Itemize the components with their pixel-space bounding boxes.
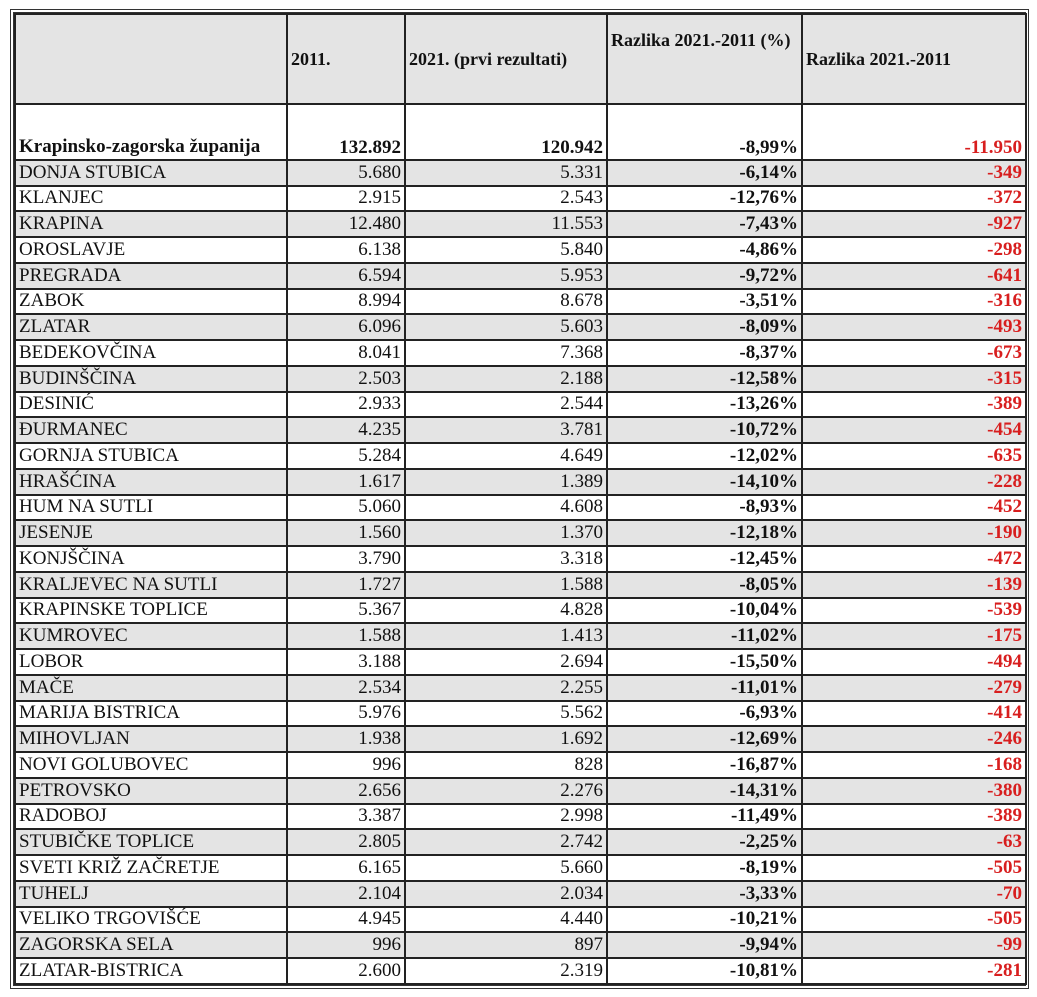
diff-percent: -8,09% [607,314,802,340]
diff-percent: -12,76% [607,186,802,212]
municipality-name: PETROVSKO [15,778,287,804]
table-row [15,881,1026,907]
diff-value: -246 [802,726,1026,752]
value-2011: 1.727 [287,572,405,598]
diff-value: -454 [802,417,1026,443]
diff-percent: -2,25% [607,829,802,855]
diff-value: -389 [802,804,1026,830]
value-2021: 2.694 [405,649,607,675]
value-2011: 2.656 [287,778,405,804]
value-2021: 2.543 [405,186,607,212]
value-2021: 897 [405,932,607,958]
table-row [15,778,1026,804]
value-2011: 2.503 [287,366,405,392]
county-diff: -11.950 [802,104,1026,160]
diff-percent: -3,33% [607,881,802,907]
county-diff-percent: -8,99% [607,104,802,160]
diff-value: -505 [802,855,1026,881]
table-row [15,366,1026,392]
municipality-name: KRAPINA [15,211,287,237]
municipality-name: RADOBOJ [15,804,287,830]
municipality-name: GORNJA STUBICA [15,443,287,469]
value-2021: 11.553 [405,211,607,237]
diff-value: -414 [802,701,1026,727]
diff-value: -63 [802,829,1026,855]
table-row [15,443,1026,469]
diff-value: -349 [802,160,1026,186]
diff-percent: -16,87% [607,752,802,778]
diff-percent: -14,10% [607,469,802,495]
table-frame [10,9,1029,989]
diff-percent: -9,72% [607,263,802,289]
table-frame-inner [13,12,1026,986]
county-2011: 132.892 [287,104,405,160]
diff-percent: -12,69% [607,726,802,752]
diff-value: -673 [802,340,1026,366]
municipality-name: NOVI GOLUBOVEC [15,752,287,778]
value-2011: 5.060 [287,495,405,521]
value-2011: 2.933 [287,392,405,418]
county-2021: 120.942 [405,104,607,160]
diff-percent: -10,21% [607,907,802,933]
value-2021: 2.742 [405,829,607,855]
value-2021: 5.660 [405,855,607,881]
diff-percent: -10,81% [607,958,802,984]
value-2021: 1.389 [405,469,607,495]
diff-value: -175 [802,623,1026,649]
municipality-name: ĐURMANEC [15,417,287,443]
value-2011: 6.165 [287,855,405,881]
diff-value: -641 [802,263,1026,289]
municipality-name: VELIKO TRGOVIŠĆE [15,907,287,933]
diff-percent: -11,01% [607,675,802,701]
diff-percent: -14,31% [607,778,802,804]
value-2021: 2.544 [405,392,607,418]
table-row [15,752,1026,778]
diff-percent: -10,04% [607,598,802,624]
value-2021: 8.678 [405,289,607,315]
value-2021: 4.649 [405,443,607,469]
diff-value: -190 [802,520,1026,546]
value-2021: 5.840 [405,237,607,263]
diff-value: -539 [802,598,1026,624]
table-row [15,623,1026,649]
diff-percent: -8,19% [607,855,802,881]
table-row [15,701,1026,727]
value-2021: 4.440 [405,907,607,933]
diff-percent: -12,02% [607,443,802,469]
table-row [15,314,1026,340]
value-2011: 2.600 [287,958,405,984]
value-2011: 3.387 [287,804,405,830]
municipality-name: MAČE [15,675,287,701]
header-2011: 2011. [287,14,405,104]
table-row [15,958,1026,984]
diff-value: -281 [802,958,1026,984]
municipality-name: ZLATAR-BISTRICA [15,958,287,984]
municipality-name: KUMROVEC [15,623,287,649]
value-2011: 1.588 [287,623,405,649]
municipality-name: OROSLAVJE [15,237,287,263]
header-row [15,14,1026,104]
municipality-name: TUHELJ [15,881,287,907]
municipality-name: MIHOVLJAN [15,726,287,752]
diff-value: -472 [802,546,1026,572]
header-2021: 2021. (prvi rezultati) [405,14,607,104]
value-2011: 1.560 [287,520,405,546]
value-2011: 2.534 [287,675,405,701]
table-row [15,289,1026,315]
municipality-name: KONJŠČINA [15,546,287,572]
value-2011: 5.367 [287,598,405,624]
diff-value: -298 [802,237,1026,263]
value-2011: 6.096 [287,314,405,340]
table-row [15,829,1026,855]
diff-value: -635 [802,443,1026,469]
table-row [15,417,1026,443]
value-2011: 996 [287,752,405,778]
county-total-row [15,104,1026,160]
value-2021: 2.255 [405,675,607,701]
diff-value: -452 [802,495,1026,521]
value-2011: 4.235 [287,417,405,443]
diff-value: -372 [802,186,1026,212]
value-2021: 1.692 [405,726,607,752]
value-2021: 3.781 [405,417,607,443]
municipality-name: BEDEKOVČINA [15,340,287,366]
value-2011: 996 [287,932,405,958]
table-row [15,186,1026,212]
table-row [15,546,1026,572]
diff-value: -494 [802,649,1026,675]
county-name: Krapinsko-zagorska županija [15,104,287,160]
municipality-name: SVETI KRIŽ ZAČRETJE [15,855,287,881]
table-row [15,160,1026,186]
diff-value: -493 [802,314,1026,340]
diff-value: -99 [802,932,1026,958]
diff-value: -315 [802,366,1026,392]
value-2011: 1.938 [287,726,405,752]
municipality-name: DONJA STUBICA [15,160,287,186]
value-2011: 6.594 [287,263,405,289]
value-2011: 3.188 [287,649,405,675]
value-2011: 3.790 [287,546,405,572]
municipality-name: HRAŠĆINA [15,469,287,495]
value-2021: 1.370 [405,520,607,546]
table-row [15,263,1026,289]
municipality-name: PREGRADA [15,263,287,289]
value-2011: 2.104 [287,881,405,907]
municipality-name: HUM NA SUTLI [15,495,287,521]
header-diff-percent: Razlika 2021.-2011 (%) [607,14,802,104]
diff-percent: -8,93% [607,495,802,521]
diff-value: -279 [802,675,1026,701]
value-2011: 4.945 [287,907,405,933]
value-2021: 4.608 [405,495,607,521]
diff-percent: -12,58% [607,366,802,392]
value-2021: 3.318 [405,546,607,572]
table-row [15,932,1026,958]
diff-percent: -12,18% [607,520,802,546]
diff-percent: -6,14% [607,160,802,186]
municipality-name: ZAGORSKA SELA [15,932,287,958]
diff-value: -380 [802,778,1026,804]
value-2021: 2.998 [405,804,607,830]
value-2021: 7.368 [405,340,607,366]
value-2011: 2.915 [287,186,405,212]
table-row [15,675,1026,701]
diff-value: -70 [802,881,1026,907]
header-municipality [15,14,287,104]
value-2011: 8.994 [287,289,405,315]
value-2011: 5.284 [287,443,405,469]
value-2021: 2.188 [405,366,607,392]
diff-percent: -9,94% [607,932,802,958]
value-2021: 1.413 [405,623,607,649]
table-row [15,495,1026,521]
value-2021: 5.331 [405,160,607,186]
table-row [15,237,1026,263]
table-row [15,572,1026,598]
diff-value: -505 [802,907,1026,933]
diff-percent: -3,51% [607,289,802,315]
value-2021: 2.034 [405,881,607,907]
municipality-name: BUDINŠČINA [15,366,287,392]
value-2011: 2.805 [287,829,405,855]
value-2021: 2.319 [405,958,607,984]
diff-value: -389 [802,392,1026,418]
table-row [15,598,1026,624]
municipality-name: KLANJEC [15,186,287,212]
diff-percent: -7,43% [607,211,802,237]
diff-value: -927 [802,211,1026,237]
diff-value: -316 [802,289,1026,315]
municipality-name: KRALJEVEC NA SUTLI [15,572,287,598]
municipality-name: ZABOK [15,289,287,315]
value-2011: 5.680 [287,160,405,186]
value-2021: 4.828 [405,598,607,624]
table-row [15,855,1026,881]
municipality-name: LOBOR [15,649,287,675]
municipality-name: ZLATAR [15,314,287,340]
table-row [15,649,1026,675]
table-row [15,392,1026,418]
municipality-name: DESINIĆ [15,392,287,418]
header-diff: Razlika 2021.-2011 [802,14,1026,104]
municipality-name: STUBIČKE TOPLICE [15,829,287,855]
table-row [15,907,1026,933]
municipality-name: JESENJE [15,520,287,546]
value-2021: 1.588 [405,572,607,598]
diff-value: -168 [802,752,1026,778]
value-2011: 1.617 [287,469,405,495]
value-2011: 12.480 [287,211,405,237]
table-row [15,520,1026,546]
diff-value: -228 [802,469,1026,495]
table-row [15,804,1026,830]
value-2021: 5.953 [405,263,607,289]
municipality-name: KRAPINSKE TOPLICE [15,598,287,624]
table-row [15,340,1026,366]
population-table [14,13,1027,985]
value-2021: 5.603 [405,314,607,340]
diff-value: -139 [802,572,1026,598]
value-2011: 5.976 [287,701,405,727]
table-row [15,211,1026,237]
value-2021: 828 [405,752,607,778]
value-2021: 5.562 [405,701,607,727]
value-2011: 8.041 [287,340,405,366]
diff-percent: -11,49% [607,804,802,830]
value-2021: 2.276 [405,778,607,804]
table-row [15,726,1026,752]
diff-percent: -15,50% [607,649,802,675]
diff-percent: -12,45% [607,546,802,572]
diff-percent: -6,93% [607,701,802,727]
diff-percent: -8,37% [607,340,802,366]
table-row [15,469,1026,495]
diff-percent: -11,02% [607,623,802,649]
diff-percent: -10,72% [607,417,802,443]
diff-percent: -4,86% [607,237,802,263]
municipality-name: MARIJA BISTRICA [15,701,287,727]
diff-percent: -13,26% [607,392,802,418]
value-2011: 6.138 [287,237,405,263]
diff-percent: -8,05% [607,572,802,598]
